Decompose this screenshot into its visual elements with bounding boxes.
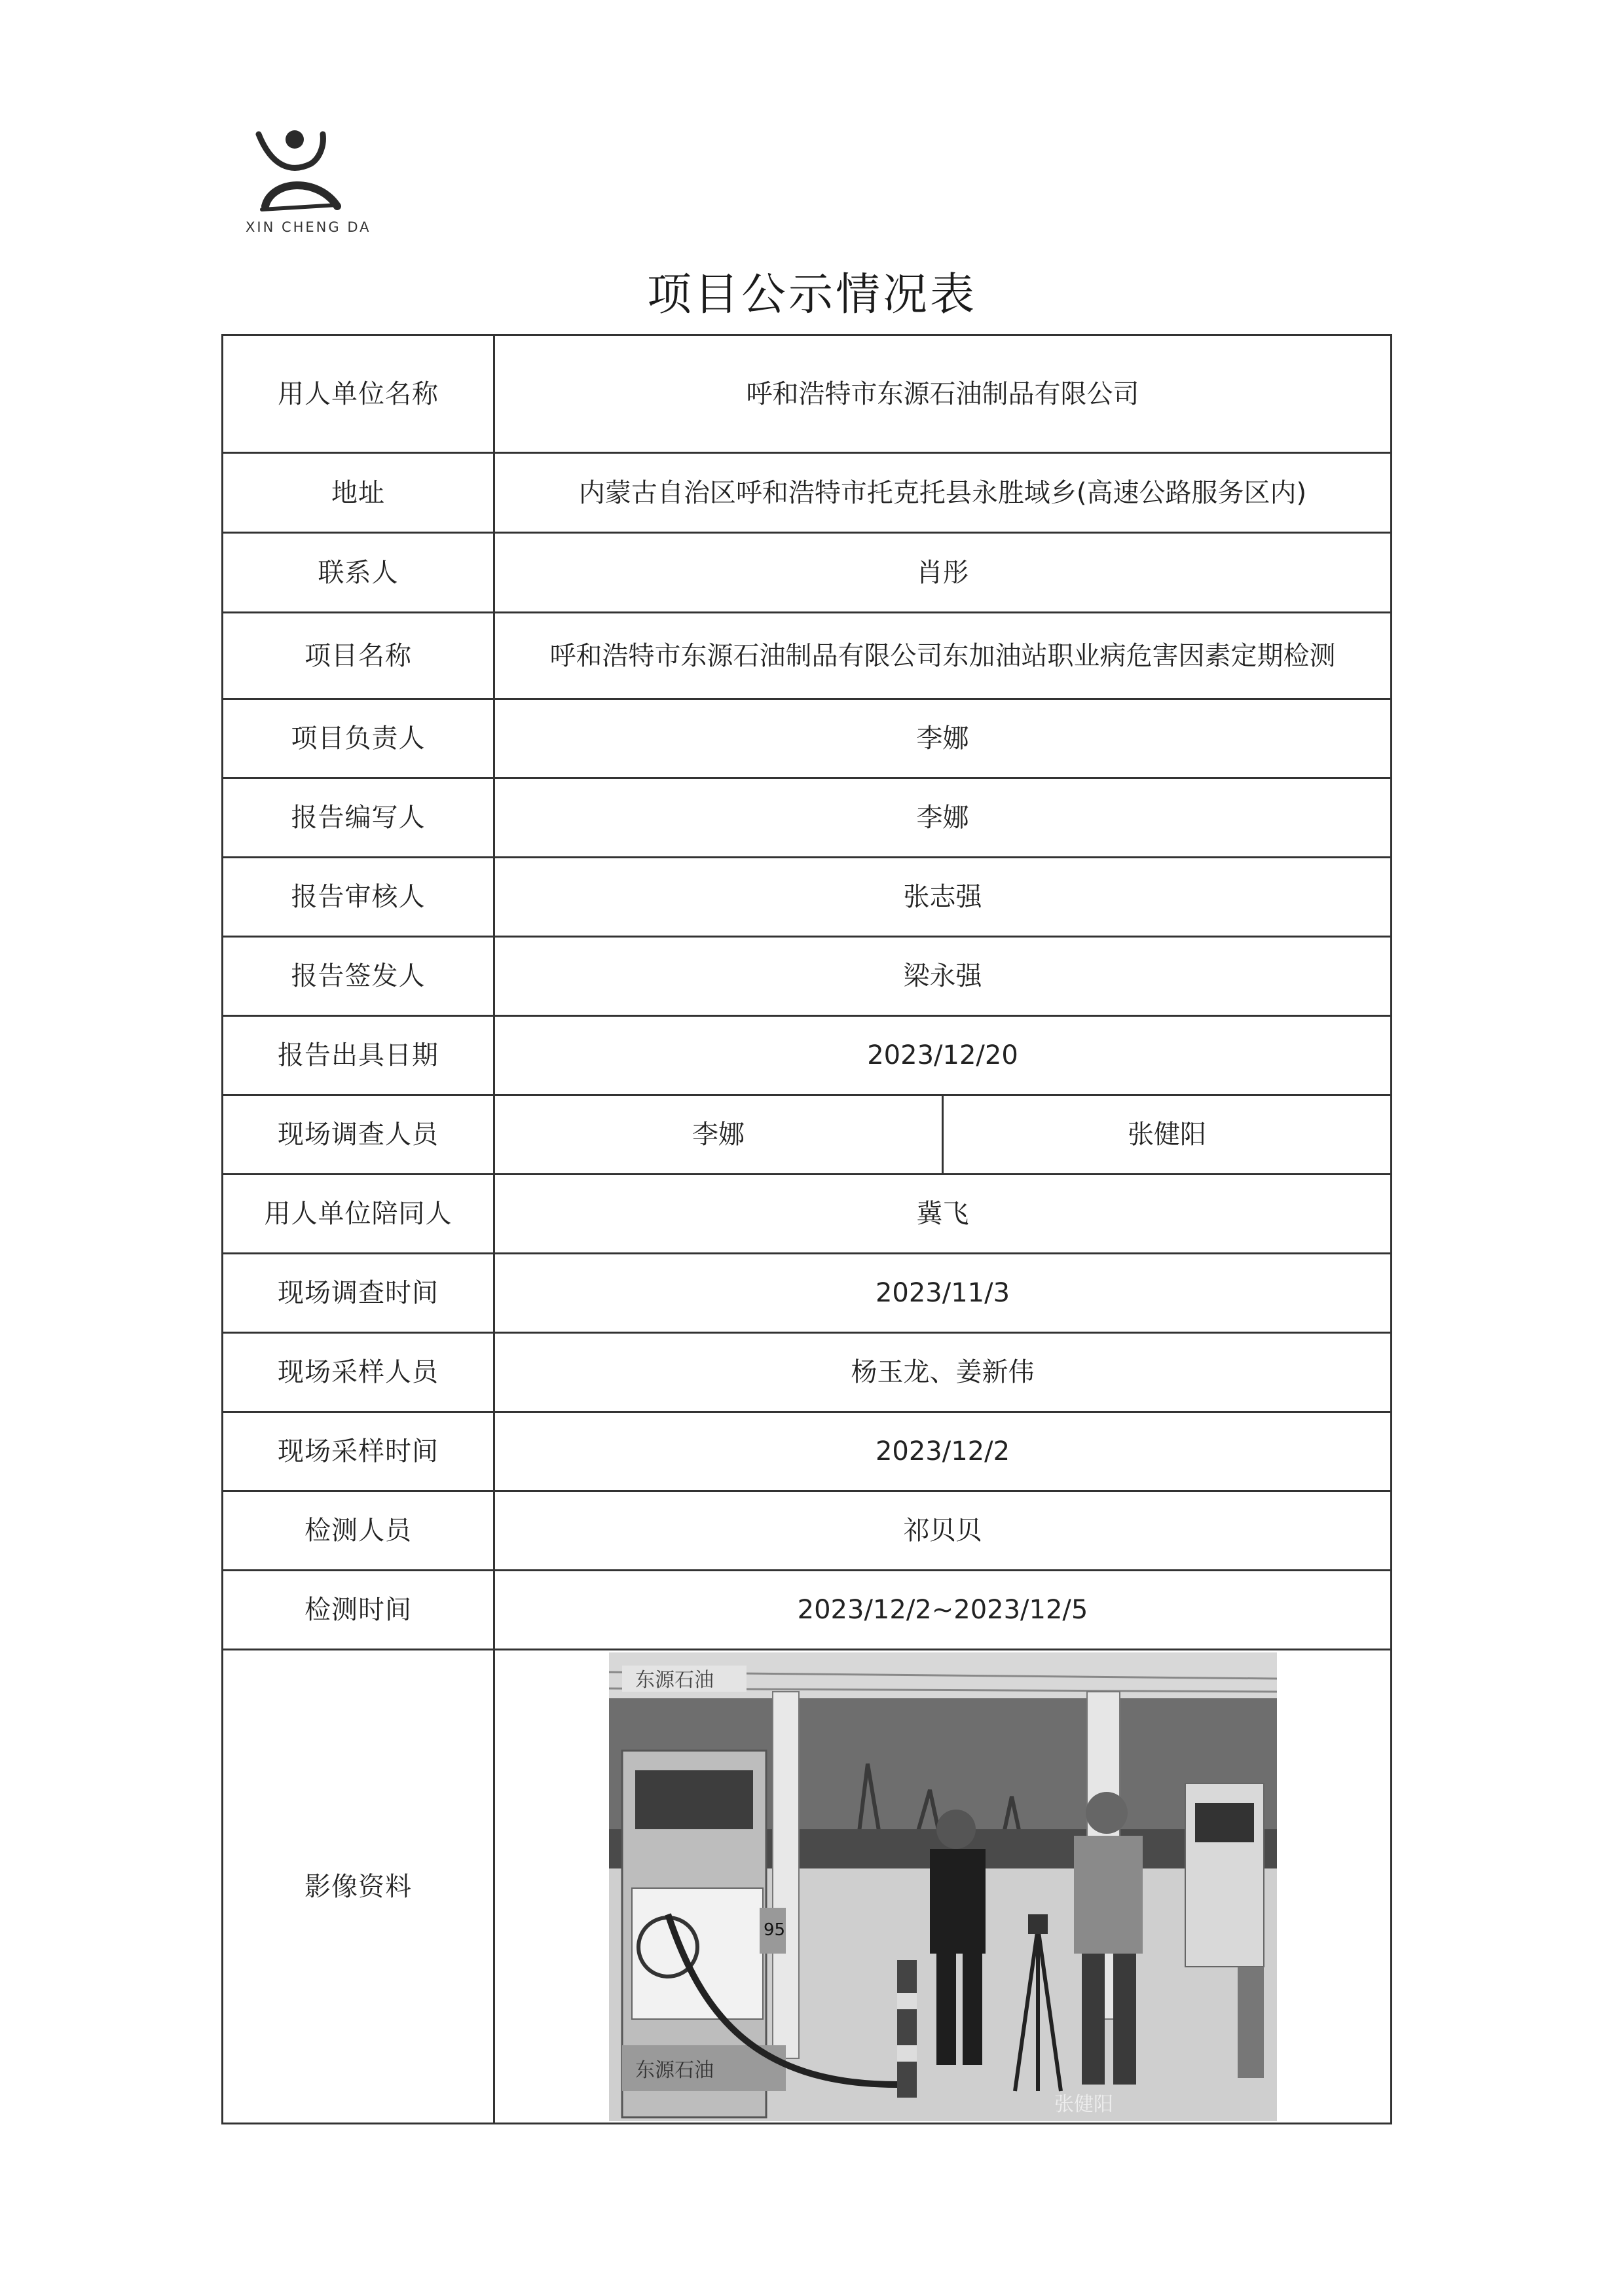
report-issuer: 梁永强 (494, 937, 1392, 1016)
table-row (223, 1571, 1392, 1650)
project-name: 呼和浩特市东源石油制品有限公司东加油站职业病危害因素定期检测 (494, 613, 1392, 699)
logo-text: XIN CHENG DA (246, 219, 371, 235)
row-label: 联系人 (223, 533, 494, 613)
row-label: 用人单位名称 (223, 335, 494, 453)
row-label: 报告出具日期 (223, 1016, 494, 1095)
table-row (223, 937, 1392, 1016)
employer-name: 呼和浩特市东源石油制品有限公司 (494, 335, 1392, 453)
address: 内蒙古自治区呼和浩特市托克托县永胜域乡(高速公路服务区内) (494, 453, 1392, 533)
table-row (223, 1491, 1392, 1571)
table-row (223, 858, 1392, 937)
pump-number: 95 (763, 1920, 785, 1940)
row-label: 项目负责人 (223, 699, 494, 778)
table-row (223, 533, 1392, 613)
contact-person: 肖彤 (494, 533, 1392, 613)
row-label: 检测人员 (223, 1491, 494, 1571)
row-label: 现场调查时间 (223, 1254, 494, 1333)
logo-icon (246, 128, 357, 219)
testing-time: 2023/12/2~2023/12/5 (494, 1571, 1392, 1650)
table-row (223, 1095, 1392, 1175)
row-label: 地址 (223, 453, 494, 533)
table-row (223, 613, 1392, 699)
sampling-staff: 杨玉龙、姜新伟 (494, 1333, 1392, 1412)
table-row (223, 699, 1392, 778)
row-label: 现场采样时间 (223, 1412, 494, 1491)
report-writer: 李娜 (494, 778, 1392, 858)
site-photo (609, 1652, 1277, 2121)
row-label: 现场采样人员 (223, 1333, 494, 1412)
table-row (223, 1016, 1392, 1095)
table-row (223, 778, 1392, 858)
table-row (223, 1412, 1392, 1491)
company-logo (246, 128, 371, 246)
testing-staff: 祁贝贝 (494, 1491, 1392, 1571)
table-row (223, 335, 1392, 453)
table-row (223, 453, 1392, 533)
pump-sign: 东源石油 (635, 2058, 714, 2082)
survey-time: 2023/11/3 (494, 1254, 1392, 1333)
project-lead: 李娜 (494, 699, 1392, 778)
table-row (223, 1175, 1392, 1254)
photo-caption: 张健阳 (1054, 2092, 1113, 2116)
image-cell (494, 1650, 1392, 2124)
escort-person: 冀飞 (494, 1175, 1392, 1254)
row-label: 报告签发人 (223, 937, 494, 1016)
project-info-table (221, 334, 1392, 2124)
page-title: 项目公示情况表 (646, 269, 977, 321)
row-label: 影像资料 (223, 1650, 494, 2124)
table-row (223, 1333, 1392, 1412)
survey-staff-1: 李娜 (494, 1095, 943, 1175)
row-label: 现场调查人员 (223, 1095, 494, 1175)
row-label: 报告审核人 (223, 858, 494, 937)
table-row (223, 1650, 1392, 2124)
survey-staff-2: 张健阳 (943, 1095, 1392, 1175)
report-date: 2023/12/20 (494, 1016, 1392, 1095)
table-row (223, 1254, 1392, 1333)
report-reviewer: 张志强 (494, 858, 1392, 937)
row-label: 项目名称 (223, 613, 494, 699)
canopy-sign: 东源石油 (635, 1668, 714, 1692)
row-label: 报告编写人 (223, 778, 494, 858)
row-label: 用人单位陪同人 (223, 1175, 494, 1254)
row-label: 检测时间 (223, 1571, 494, 1650)
sampling-time: 2023/12/2 (494, 1412, 1392, 1491)
